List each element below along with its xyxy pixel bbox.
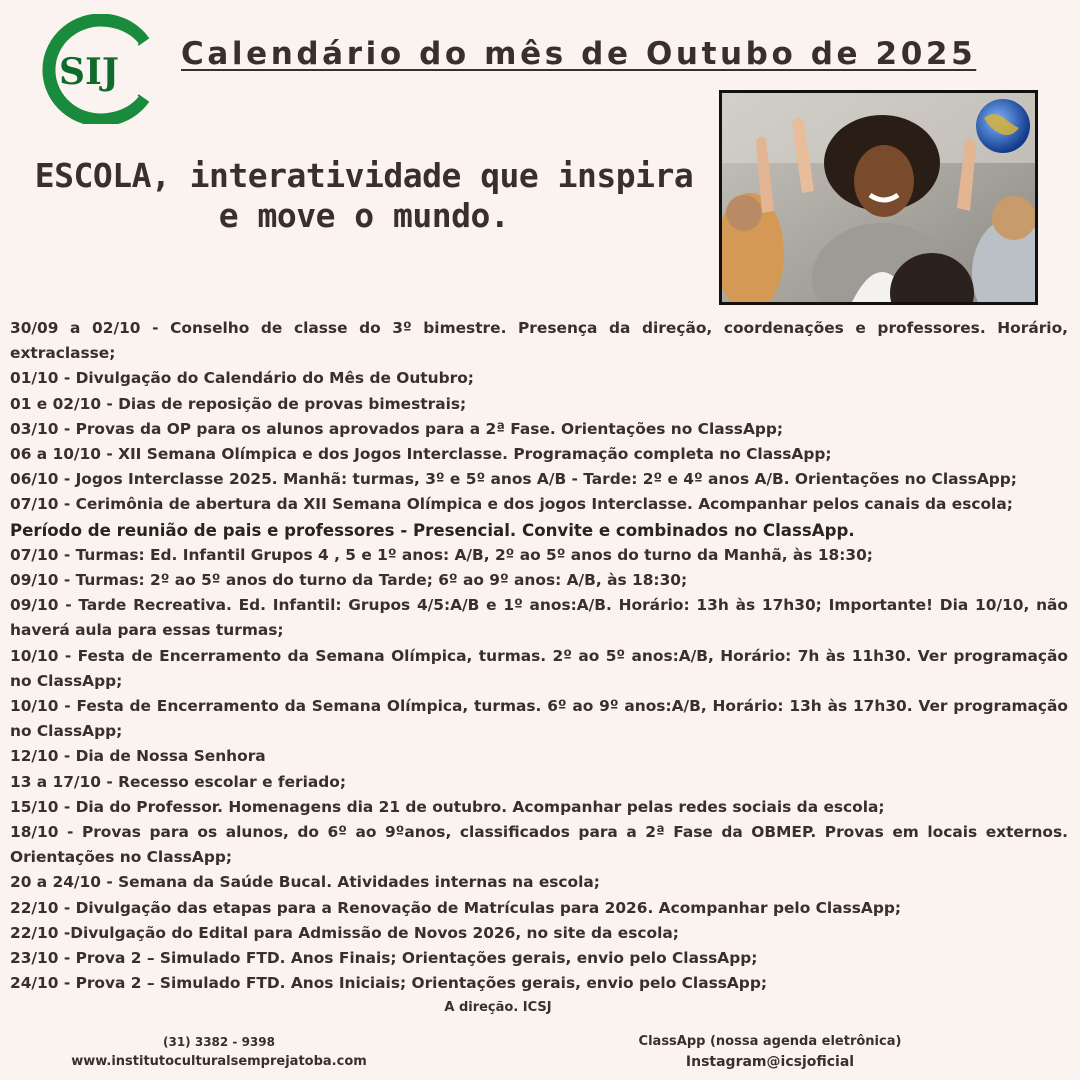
event-item	[10, 795, 1068, 820]
event-text: Turmas: Ed. Infantil Grupos 4 , 5 e 1º anos: A/B, 2º ao 5º anos do turno da Manhã, às 18:30;	[75, 545, 873, 564]
event-item	[10, 492, 1068, 517]
event-text: Recesso escolar e feriado;	[118, 772, 347, 791]
teacher-students-high-five-photo	[722, 93, 1035, 302]
event-text: Prova 2 – Simulado FTD. Anos Iniciais; Orientações gerais, envio pelo ClassApp;	[75, 974, 767, 993]
event-item	[10, 543, 1068, 568]
event-text: Festa de Encerramento da Semana Olímpica, turmas. 6º ao 9º anos:A/B, Horário: 13h às 17h30. Ver programação no ClassApp;	[10, 697, 1068, 741]
event-text: XII Semana Olímpica e dos Jogos Interclasse. Programação completa no ClassApp;	[118, 445, 832, 464]
event-date: 01/10 -	[10, 369, 76, 388]
event-date: 22/10 -	[10, 898, 76, 917]
event-item	[10, 417, 1068, 442]
event-date: 07/10 -	[10, 545, 76, 564]
event-text: Cerimônia de abertura da XII Semana Olímpica e dos jogos Interclasse. Acompanhar pelos canais da escola;	[75, 495, 1013, 514]
event-text: Divulgação das etapas para a Renovação de Matrículas para 2026. Acompanhar pelo ClassApp;	[75, 898, 902, 917]
event-item	[10, 568, 1068, 593]
event-item	[10, 593, 1068, 643]
slogan: ESCOLA, interatividade que inspira e move o mundo.	[34, 156, 694, 235]
event-text: Conselho de classe do 3º bimestre. Presença da direção, coordenações e professores. Horário, extraclasse;	[10, 319, 1068, 363]
event-text: Dias de reposição de provas bimestrais;	[118, 394, 467, 413]
event-date: 07/10 -	[10, 495, 76, 514]
event-text: Provas da OP para os alunos aprovados para a 2ª Fase. Orientações no ClassApp;	[75, 419, 784, 438]
event-item	[10, 820, 1068, 870]
event-item	[10, 896, 1068, 921]
event-text: Semana da Saúde Bucal. Atividades internas na escola;	[118, 873, 600, 892]
event-date: 22/10 -	[10, 923, 71, 942]
event-date: 06/10 -	[10, 470, 76, 489]
event-item	[10, 770, 1068, 795]
event-item	[10, 442, 1068, 467]
event-text: Tarde Recreativa. Ed. Infantil: Grupos 4/5:A/B e 1º anos:A/B. Horário: 13h às 17h30; Importante! Dia 10/10, não haverá aula para essas turmas;	[10, 596, 1068, 640]
event-date: 12/10 -	[10, 747, 76, 766]
hero-photo	[719, 90, 1038, 305]
csj-logo-icon	[26, 14, 150, 124]
page-title: Calendário do mês de Outubo de 2025	[181, 36, 977, 72]
event-date: 23/10 -	[10, 949, 76, 968]
school-logo	[26, 14, 150, 124]
event-date: 10/10 -	[10, 697, 77, 716]
event-date: 18/10 -	[10, 823, 82, 842]
event-text: Dia de Nossa Senhora	[75, 747, 266, 766]
event-date: 30/09 a 02/10 -	[10, 319, 171, 337]
event-date: 13 a 17/10 -	[10, 772, 119, 791]
footer-contact	[54, 1032, 384, 1072]
event-item	[10, 316, 1068, 366]
meeting-heading: Período de reunião de pais e professores - Presencial. Convite e combinados no ClassApp.	[10, 520, 855, 540]
event-text: Divulgação do Edital para Admissão de Novos 2026, no site da escola;	[70, 923, 679, 942]
event-item	[10, 744, 1068, 769]
event-item	[10, 971, 1068, 996]
event-item	[10, 392, 1068, 417]
event-date: 06 a 10/10 -	[10, 445, 119, 464]
event-date: 03/10 -	[10, 419, 76, 438]
event-date: 20 a 24/10 -	[10, 873, 119, 892]
event-text: Turmas: 2º ao 5º anos do turno da Tarde; 6º ao 9º anos: A/B, às 18:30;	[75, 571, 688, 590]
event-text: Provas para os alunos, do 6º ao 9ºanos, classificados para a 2ª Fase da OBMEP. Provas em locais externos. Orientações no ClassApp;	[10, 823, 1068, 867]
event-item	[10, 366, 1068, 391]
event-item	[10, 644, 1068, 694]
phone-number: (31) 3382 - 9398	[163, 1035, 275, 1049]
event-item	[10, 694, 1068, 744]
event-text: Jogos Interclasse 2025. Manhã: turmas, 3º e 5º anos A/B - Tarde: 2º e 4º anos A/B. Orientações no ClassApp;	[75, 470, 1017, 489]
website-link[interactable]: www.institutoculturalsemprejatoba.com	[71, 1054, 367, 1069]
event-text: Prova 2 – Simulado FTD. Anos Finais; Orientações gerais, envio pelo ClassApp;	[75, 949, 758, 968]
event-date: 09/10 -	[10, 571, 76, 590]
event-text: Divulgação do Calendário do Mês de Outubro;	[75, 369, 474, 388]
events-list	[10, 316, 1068, 996]
instagram-handle[interactable]: Instagram@icsjoficial	[685, 1054, 855, 1070]
event-item	[10, 921, 1068, 946]
event-date: 01 e 02/10 -	[10, 394, 119, 413]
classapp-label: ClassApp (nossa agenda eletrônica)	[638, 1034, 902, 1049]
footer-social	[620, 1032, 920, 1072]
event-item	[10, 946, 1068, 971]
signature: A direção. ICSJ	[444, 1000, 552, 1015]
event-date: 15/10 -	[10, 797, 76, 816]
event-text: Festa de Encerramento da Semana Olímpica, turmas. 2º ao 5º anos:A/B, Horário: 7h às 11h30. Ver programação no ClassApp;	[10, 646, 1068, 690]
event-date: 10/10 -	[10, 646, 78, 665]
event-item	[10, 467, 1068, 492]
logo-text: SIJ	[59, 51, 119, 93]
event-text: Dia do Professor. Homenagens dia 21 de outubro. Acompanhar pelas redes sociais da escola;	[75, 797, 885, 816]
event-item	[10, 870, 1068, 895]
event-date: 24/10 -	[10, 974, 76, 993]
event-date: 09/10 -	[10, 596, 79, 615]
